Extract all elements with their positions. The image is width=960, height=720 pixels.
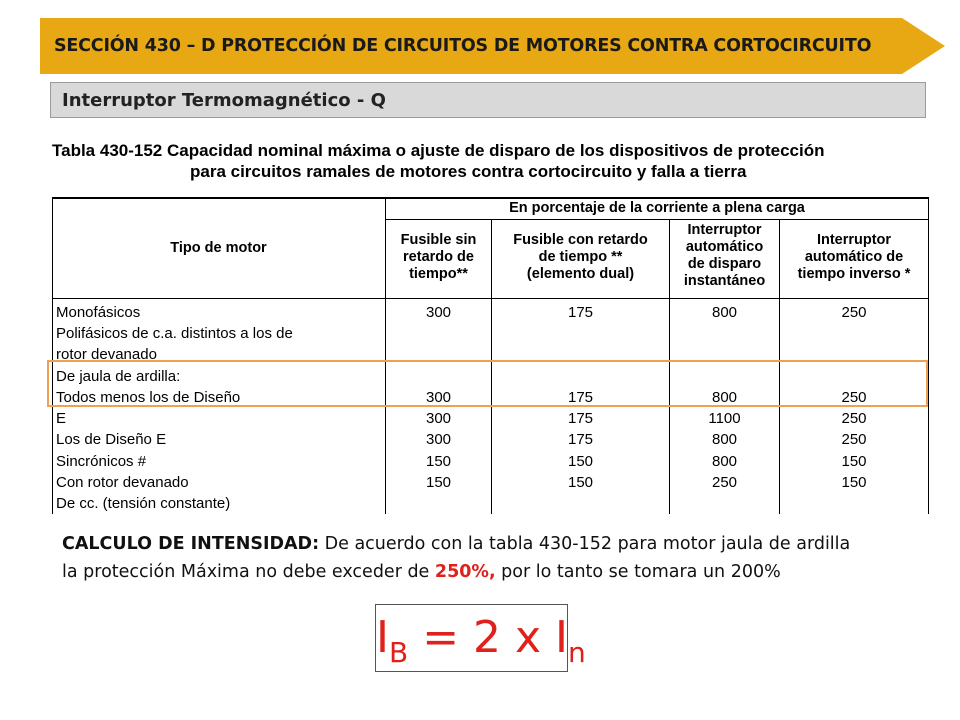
calc-text2: la protección Máxima no debe exceder de bbox=[62, 562, 435, 582]
header-interruptor-tiempo-inverso bbox=[780, 232, 928, 283]
header-line: automático de bbox=[804, 249, 904, 265]
row-value: 250 bbox=[841, 304, 867, 321]
table-caption-line1: Tabla 430-152 Capacidad nominal máxima o ajuste de disparo de los dispositivos de protección bbox=[52, 141, 825, 160]
calc-highlight-250: 250%, bbox=[434, 562, 496, 582]
header-line: Fusible con retardo bbox=[513, 232, 648, 248]
row-label: Sincrónicos # bbox=[56, 453, 147, 470]
banner-title: SECCIÓN 430 – D PROTECCIÓN DE CIRCUITOS DE MOTORES CONTRA CORTOCIRCUITO bbox=[54, 36, 872, 56]
table-top-border bbox=[52, 197, 929, 199]
calc-text3: por lo tanto se tomara un 200% bbox=[495, 562, 781, 582]
row-value: 300 bbox=[425, 431, 452, 448]
header-line: Fusible sin bbox=[400, 232, 477, 248]
row-value: 175 bbox=[567, 389, 594, 406]
group-header-divider bbox=[385, 219, 929, 220]
row-label: Monofásicos bbox=[56, 304, 141, 321]
row-value: 250 bbox=[841, 410, 867, 427]
row-label: De cc. (tensión constante) bbox=[56, 495, 231, 512]
row-value: 300 bbox=[425, 389, 452, 406]
row-label: E bbox=[56, 410, 67, 427]
calc-line1 bbox=[62, 530, 942, 558]
row-value: 150 bbox=[425, 453, 452, 470]
section-banner bbox=[40, 18, 950, 74]
table-caption-line2: para circuitos ramales de motores contra cortocircuito y falla a tierra bbox=[190, 162, 747, 181]
row-value: 800 bbox=[711, 431, 738, 448]
calculation-text bbox=[62, 530, 942, 586]
header-line: tiempo inverso * bbox=[797, 266, 911, 282]
row-label: De jaula de ardilla: bbox=[56, 368, 181, 385]
header-line: automático bbox=[685, 239, 764, 255]
formula-rhs-sub: n bbox=[568, 636, 586, 669]
table-caption bbox=[52, 140, 932, 182]
row-value: 150 bbox=[425, 474, 452, 491]
header-interruptor-instantaneo bbox=[670, 222, 779, 290]
header-line: retardo de bbox=[403, 249, 474, 265]
calc-line2 bbox=[62, 558, 942, 586]
formula-lhs: I bbox=[376, 612, 389, 663]
row-value: 175 bbox=[567, 431, 594, 448]
row-value: 800 bbox=[711, 453, 738, 470]
row-value: 300 bbox=[425, 304, 452, 321]
row-value: 300 bbox=[425, 410, 452, 427]
formula-lhs-sub: B bbox=[388, 636, 409, 669]
group-header: En porcentaje de la corriente a plena carga bbox=[509, 200, 805, 216]
row-label: Polifásicos de c.a. distintos a los de bbox=[56, 325, 293, 342]
row-label: Los de Diseño E bbox=[56, 431, 167, 448]
row-label: rotor devanado bbox=[56, 346, 157, 363]
row-value: 150 bbox=[567, 474, 594, 491]
row-value: 175 bbox=[567, 304, 594, 321]
row-label: Todos menos los de Diseño bbox=[56, 389, 241, 406]
row-value: 1100 bbox=[708, 410, 741, 427]
row-value: 150 bbox=[567, 453, 594, 470]
row-value: 150 bbox=[841, 453, 867, 470]
row-value: 250 bbox=[711, 474, 738, 491]
protection-table bbox=[52, 197, 929, 514]
header-line: tiempo** bbox=[409, 266, 468, 282]
row-label: Con rotor devanado bbox=[56, 474, 189, 491]
subtitle-box bbox=[50, 82, 926, 118]
row-value: 175 bbox=[567, 410, 594, 427]
row-value: 800 bbox=[711, 389, 738, 406]
header-fusible-con-retardo bbox=[492, 232, 669, 283]
header-fusible-sin-retardo bbox=[386, 232, 491, 283]
header-tipo-motor: Tipo de motor bbox=[170, 240, 267, 256]
row-value: 800 bbox=[711, 304, 738, 321]
row-value: 250 bbox=[841, 431, 867, 448]
header-line: instantáneo bbox=[683, 273, 766, 289]
header-line: (elemento dual) bbox=[526, 266, 635, 282]
header-line: de disparo bbox=[687, 256, 762, 272]
header-line: Interruptor bbox=[687, 222, 762, 238]
calc-text1: De acuerdo con la tabla 430-152 para motor jaula de ardilla bbox=[319, 534, 851, 554]
table-right-border bbox=[928, 197, 929, 514]
header-line: Interruptor bbox=[816, 232, 892, 248]
squirrel-cage-highlight bbox=[47, 360, 928, 407]
formula-mid: = 2 x I bbox=[408, 612, 569, 663]
row-value: 150 bbox=[841, 474, 867, 491]
subtitle-text: Interruptor Termomagnético - Q bbox=[62, 90, 386, 111]
header-line: de tiempo ** bbox=[538, 249, 623, 265]
formula-box bbox=[375, 604, 586, 672]
row-value: 250 bbox=[841, 389, 867, 406]
calc-label: CALCULO DE INTENSIDAD: bbox=[62, 534, 320, 554]
